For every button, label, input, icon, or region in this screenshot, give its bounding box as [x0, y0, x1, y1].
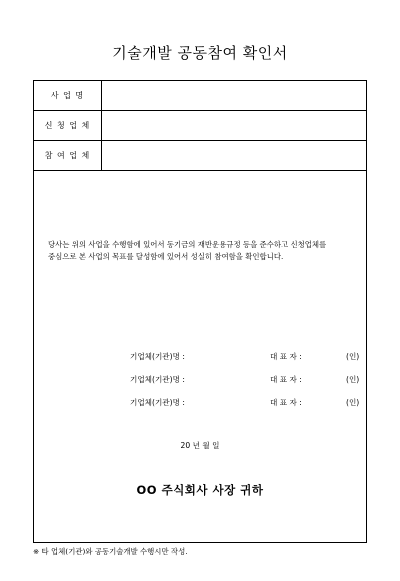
project-name-field[interactable]	[102, 81, 366, 110]
seal-mark: (인)	[346, 398, 360, 407]
project-name-label: 사 업 명	[34, 81, 102, 110]
statement-line-1: 당사는 위의 사업을 수행함에 있어서 동기금의 재반운용규정 등을 준수하고 신청업체를	[48, 240, 327, 249]
participating-company-label: 참 여 업 체	[34, 141, 102, 170]
signature-line-3	[34, 397, 366, 411]
applicant-company-field[interactable]	[102, 111, 366, 140]
organization-name-label: 기업체(기관)명 :	[130, 352, 185, 361]
signature-line-2	[34, 374, 366, 388]
representative-label: 대 표 자 :	[270, 398, 302, 407]
organization-name-label: 기업체(기관)명 :	[130, 398, 185, 407]
seal-mark: (인)	[346, 352, 360, 361]
confirmation-form-frame	[33, 80, 367, 543]
applicant-company-row	[34, 111, 366, 141]
signature-line-1	[34, 351, 366, 365]
statement-line-2: 중심으로 본 사업의 목표를 달성함에 있어서 성실히 참여함을 확인합니다.	[48, 252, 284, 261]
document-title: 기술개발 공동참여 확인서	[112, 44, 288, 62]
representative-label: 대 표 자 :	[270, 352, 302, 361]
seal-mark: (인)	[346, 375, 360, 384]
statement-text	[48, 239, 358, 263]
representative-label: 대 표 자 :	[270, 375, 302, 384]
organization-name-label: 기업체(기관)명 :	[130, 375, 185, 384]
project-name-row	[34, 81, 366, 111]
applicant-company-label: 신 청 업 체	[34, 111, 102, 140]
footnote: ※ 타 업체(기관)와 공동기술개발 수행시만 작성.	[33, 547, 188, 556]
date-line: 20 년 월 일	[180, 441, 220, 450]
participating-company-field[interactable]	[102, 141, 366, 170]
participating-company-row	[34, 141, 366, 171]
recipient-line: OO 주식회사 사장 귀하	[136, 483, 264, 497]
